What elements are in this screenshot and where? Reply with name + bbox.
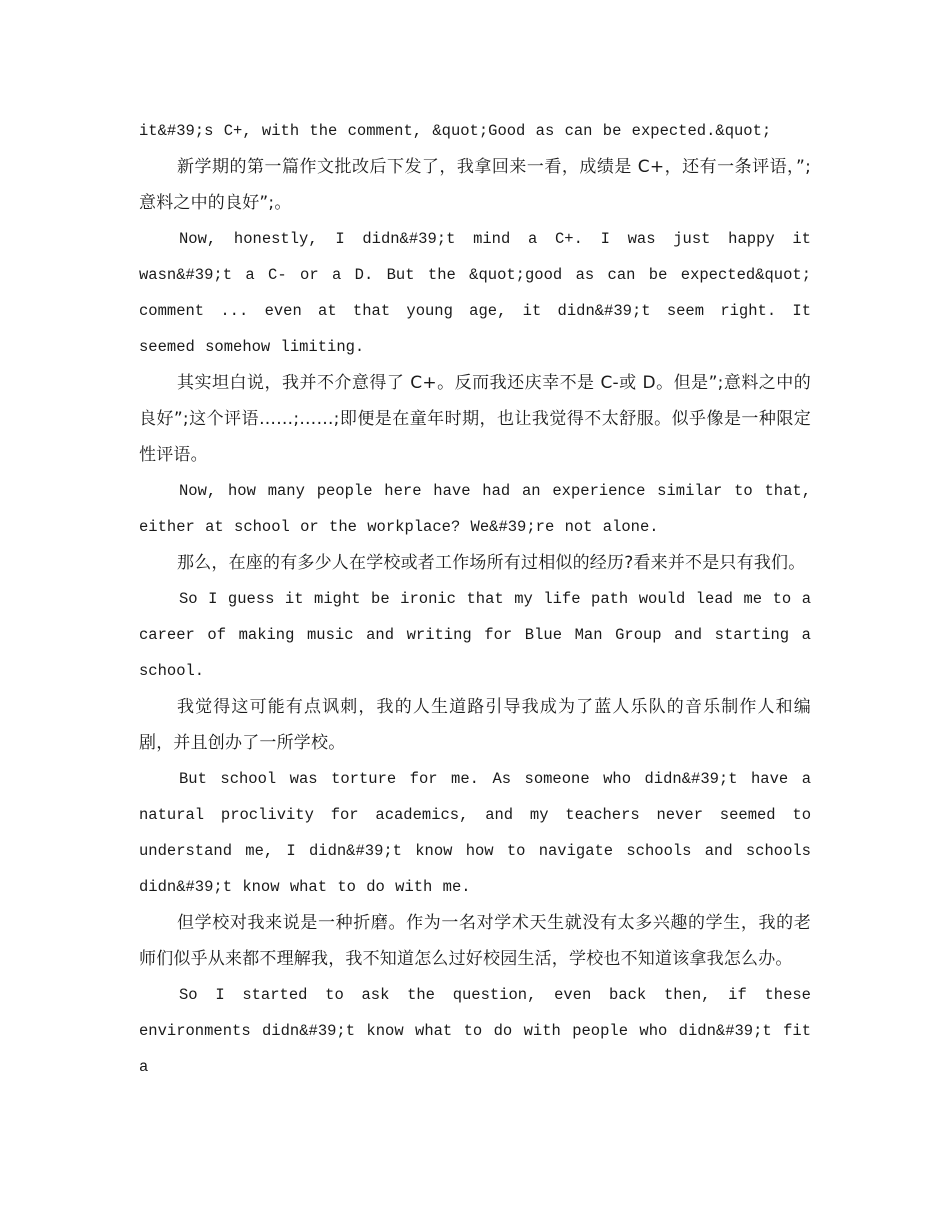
paragraph-en-2: Now, honestly, I didn&#39;t mind a C+. I was just happy it wasn&#39;t a C- or a D. But the &quot;good as can be expected&quot; comment ... even at that young age, it didn&#39;t seem right. It seemed somehow limiting.: [139, 230, 811, 356]
paragraph-en-1: it&#39;s C+, with the comment, &quot;Good as can be expected.&quot;: [139, 122, 772, 140]
paragraph-zh-2: 其实坦白说，我并不介意得了 C+。反而我还庆幸不是 C-或 D。但是”;意料之中的良好”;这个评语……;……;即便是在童年时期，也让我觉得不太舒服。似乎像是一种限定性评语。: [139, 373, 811, 465]
paragraph-en-5: But school was torture for me. As someone who didn&#39;t have a natural proclivity for academics, and my teachers never seemed to understand me, I didn&#39;t know how to navigate schools and schools didn&#39;t know what to do with me.: [139, 770, 811, 896]
paragraph-zh-4: 我觉得这可能有点讽刺，我的人生道路引导我成为了蓝人乐队的音乐制作人和编剧，并且创办了一所学校。: [139, 697, 811, 753]
document-page: [139, 113, 811, 1085]
paragraph-zh-1: 新学期的第一篇作文批改后下发了，我拿回来一看，成绩是 C+，还有一条评语，”;意料之中的良好”;。: [139, 157, 811, 213]
paragraph-zh-5: 但学校对我来说是一种折磨。作为一名对学术天生就没有太多兴趣的学生，我的老师们似乎从来都不理解我，我不知道怎么过好校园生活，学校也不知道该拿我怎么办。: [139, 913, 811, 969]
paragraph-en-3: Now, how many people here have had an experience similar to that, either at school or the workplace? We&#39;re not alone.: [139, 482, 811, 536]
paragraph-en-6: So I started to ask the question, even back then, if these environments didn&#39;t know what to do with people who didn&#39;t fit a: [139, 986, 811, 1076]
paragraph-en-4: So I guess it might be ironic that my life path would lead me to a career of making music and writing for Blue Man Group and starting a school.: [139, 590, 811, 680]
paragraph-zh-3: 那么，在座的有多少人在学校或者工作场所有过相似的经历?看来并不是只有我们。: [177, 553, 806, 573]
